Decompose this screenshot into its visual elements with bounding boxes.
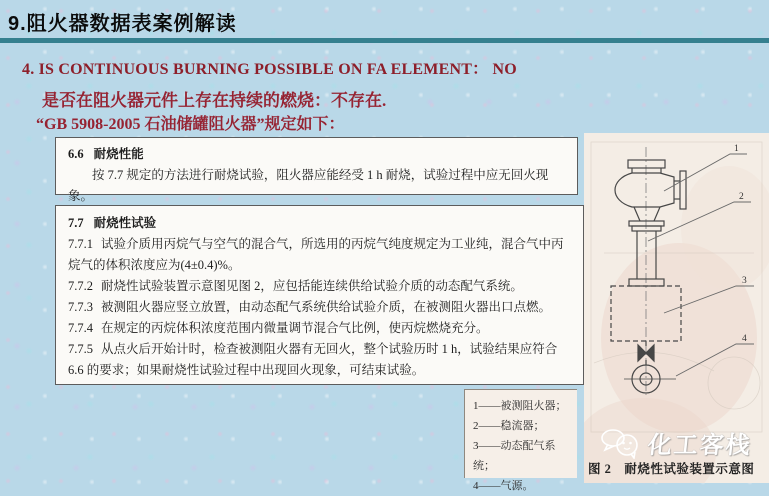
callout-4: 4 xyxy=(742,334,747,344)
callout-2: 2 xyxy=(739,192,744,202)
callout-3: 3 xyxy=(742,276,747,286)
clause-7-7-heading xyxy=(68,213,571,234)
clause-6-6-box xyxy=(55,137,578,203)
item-number: 7.7.1 xyxy=(68,237,93,251)
clause-7-7-box xyxy=(55,205,584,385)
heading-english: 4. IS CONTINUOUS BURNING POSSIBLE ON FA ELEMENT： NO xyxy=(22,61,517,78)
item-number: 7.7.4 xyxy=(68,321,93,335)
clause-number: 7.7 xyxy=(68,216,84,230)
watermark-text: 化工客栈 xyxy=(646,431,754,459)
clause-item xyxy=(68,234,571,276)
legend-item: 2——稳流器； xyxy=(473,420,545,432)
stabilizer-collar xyxy=(632,226,661,231)
heading-chinese: 是否在阻火器元件上存在持续的燃烧：不存在. xyxy=(42,91,387,110)
item-number: 7.7.3 xyxy=(68,300,93,314)
item-number: 7.7.2 xyxy=(68,279,93,293)
title-divider-rule xyxy=(0,38,769,43)
clause-6-6-body: 按 7.7 规定的方法进行耐烧试验，阻火器应能经受 1 h 耐烧，试验过程中应无回火现象。 xyxy=(68,168,549,203)
clause-6-6-heading xyxy=(68,144,567,165)
item-text: 被测阻火器应竖立放置，由动态配气系统供给试验介质，在被测阻火器出口点燃。 xyxy=(101,300,552,314)
item-text: 试验介质用丙烷气与空气的混合气，所选用的丙烷气纯度规定为工业纯，混合气中丙烷气的体积浓度应为(4±0.4)%。 xyxy=(68,237,564,272)
clause-title: 耐烧性能 xyxy=(93,147,144,161)
item-number: 7.7.5 xyxy=(68,342,93,356)
clause-item xyxy=(68,297,571,318)
page-title: 9.阻火器数据表案例解读 xyxy=(8,13,237,35)
clause-item xyxy=(68,339,571,381)
clause-item xyxy=(68,318,571,339)
clause-number: 6.6 xyxy=(68,147,84,161)
callout-1: 1 xyxy=(734,144,739,154)
legend-item: 1——被测阻火器； xyxy=(473,400,567,412)
item-text: 耐烧性试验装置示意图见图 2，应包括能连续供给试验介质的动态配气系统。 xyxy=(101,279,523,293)
item-text: 在规定的丙烷体积浓度范围内微量调节混合气比例，使丙烷燃烧充分。 xyxy=(101,321,489,335)
clause-item xyxy=(68,276,571,297)
legend-item: 3——动态配气系统； xyxy=(473,440,556,472)
figure-legend xyxy=(464,389,577,492)
figure-caption: 图 2 耐烧性试验装置示意图 xyxy=(588,462,755,476)
figure-2-diagram xyxy=(584,133,769,483)
legend-item: 4——气源。 xyxy=(473,480,534,492)
heading-standard-reference: “GB 5908-2005 石油储罐阻火器”规定如下： xyxy=(36,116,345,133)
item-text: 从点火后开始计时，检查被测阻火器有无回火，整个试验历时 1 h，试验结果应符合 6.6 的要求；如果耐烧性试验过程中出现回火现象，可结束试验。 xyxy=(68,342,558,377)
clause-title: 耐烧性试验 xyxy=(93,216,157,230)
test-apparatus-schematic xyxy=(584,133,769,483)
